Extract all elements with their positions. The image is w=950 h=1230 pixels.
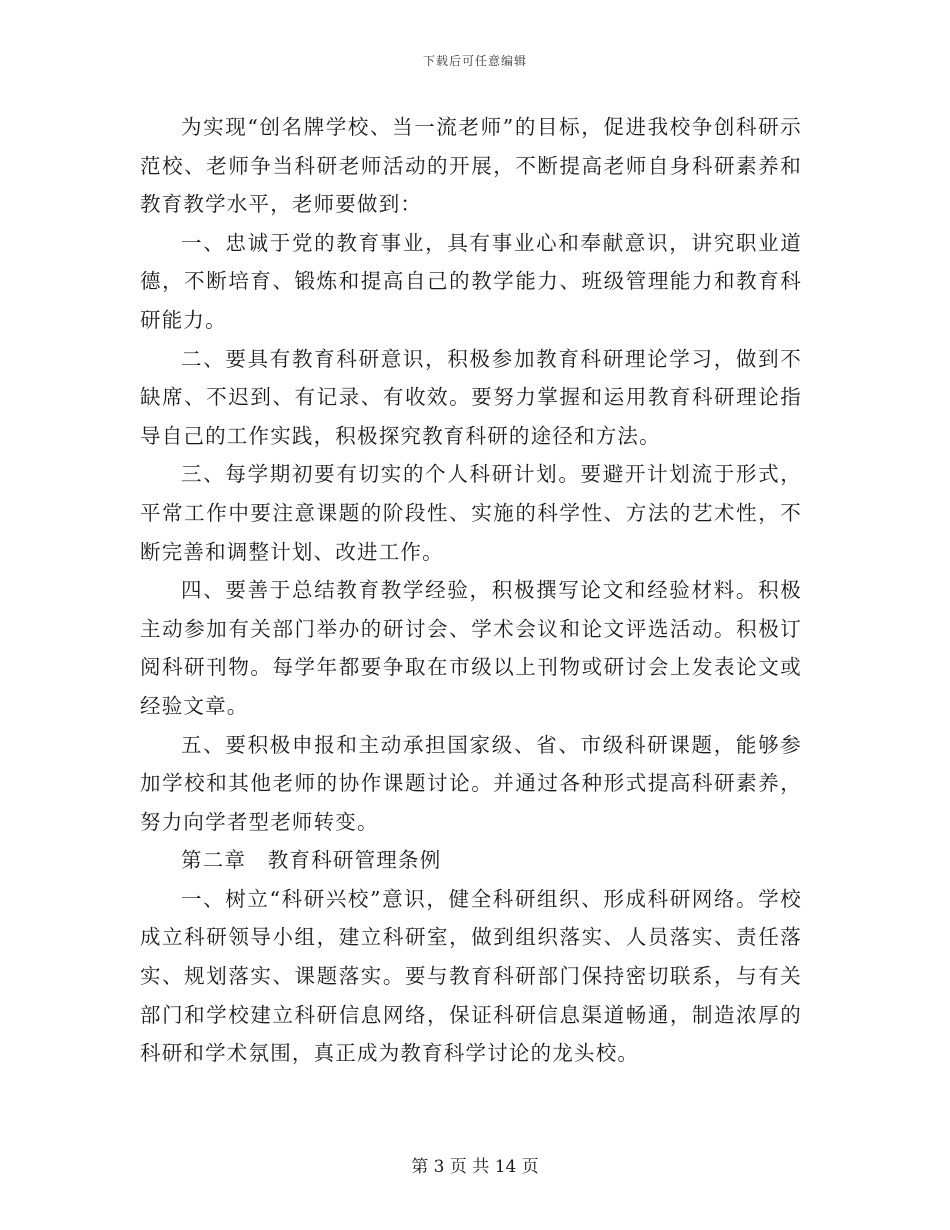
chapter-title: 第二章 教育科研管理条例 xyxy=(181,848,442,873)
page-header-note: 下载后可任意编辑 xyxy=(422,54,527,68)
paragraph-item-2: 二、要具有教育科研意识，积极参加教育科研理论学习，做到不缺席、不迟到、有记录、有收效。要努力掌握和运用教育科研理论指导自己的工作实践，积极探究教育科研的途径和方法。 xyxy=(140,346,802,448)
paragraph-item-5: 五、要积极申报和主动承担国家级、省、市级科研课题，能够参加学校和其他老师的协作课题讨论。并通过各种形式提高科研素养，努力向学者型老师转变。 xyxy=(140,732,802,834)
paragraph-item-3: 三、每学期初要有切实的个人科研计划。要避开计划流于形式，平常工作中要注意课题的阶段性、实施的科学性、方法的艺术性，不断完善和调整计划、改进工作。 xyxy=(140,462,802,564)
paragraph-intro: 为实现“创名牌学校、当一流老师”的目标，促进我校争创科研示范校、老师争当科研老师活动的开展，不断提高老师自身科研素养和教育教学水平，老师要做到： xyxy=(140,115,802,217)
chapter-paragraph-1: 一、树立“科研兴校”意识，健全科研组织、形成科研网络。学校成立科研领导小组，建立科研室，做到组织落实、人员落实、责任落实、规划落实、课题落实。要与教育科研部门保持密切联系，与有关部门和学校建立科研信息网络，保证科研信息渠道畅通，制造浓厚的科研和学术氛围，真正成为教育科学讨论的龙头校。 xyxy=(140,886,802,1066)
page-number-footer: 第 3 页 共 14 页 xyxy=(411,1157,539,1177)
paragraph-item-1: 一、忠诚于党的教育事业，具有事业心和奉献意识，讲究职业道德，不断培育、锻炼和提高自己的教学能力、班级管理能力和教育科研能力。 xyxy=(140,230,802,332)
document-body xyxy=(140,108,802,1073)
paragraph-item-4: 四、要善于总结教育教学经验，积极撰写论文和经验材料。积极主动参加有关部门举办的研讨会、学术会议和论文评选活动。积极订阅科研刊物。每学年都要争取在市级以上刊物或研讨会上发表论文或经验文章。 xyxy=(140,578,802,718)
